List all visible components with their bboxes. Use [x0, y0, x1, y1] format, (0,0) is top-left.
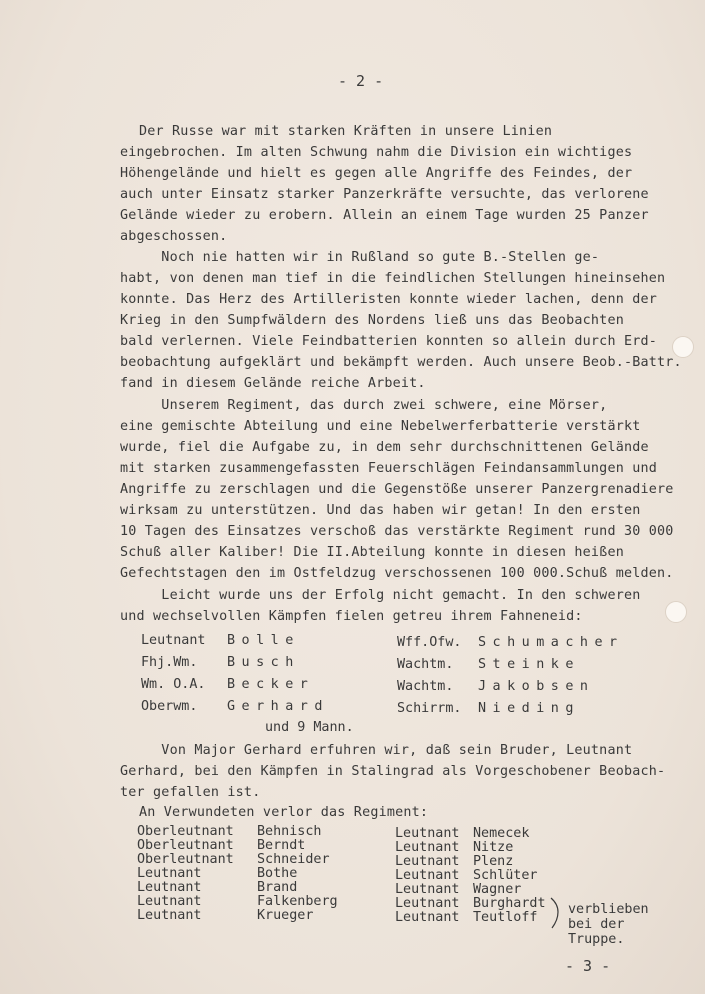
wounded-rank: Leutnant — [395, 854, 460, 869]
fallen-rank: Wachtm. — [397, 657, 454, 672]
text-line: auch unter Einsatz starker Panzerkräfte versuchte, das verlorene — [120, 187, 649, 202]
fallen-name: Steinke — [478, 657, 580, 672]
fallen-rank: Wff.Ofw. — [397, 635, 462, 650]
text-line: bald verlernen. Viele Feindbatterien konnten so allein durch Erd- — [120, 334, 658, 349]
wounded-rank: Oberleutnant — [137, 824, 234, 839]
fallen-name: Becker — [227, 677, 315, 692]
text-line: Gefechtstagen den im Ostfeldzug verschossenen 100 000.Schuß melden. — [120, 566, 674, 581]
text-line: eingebrochen. Im alten Schwung nahm die Division ein wichtiges — [120, 145, 633, 160]
fallen-rank: Fhj.Wm. — [141, 655, 198, 670]
wounded-name: Behnisch — [257, 824, 322, 839]
brace-mark — [549, 896, 561, 930]
wounded-rank: Leutnant — [137, 880, 202, 895]
page-number-top: - 2 - — [338, 72, 384, 90]
text-line: wurde, fiel die Aufgabe zu, in dem sehr durchschnittenen Gelände — [120, 440, 649, 455]
text-line: Gelände wieder zu erobern. Allein an einem Tage wurden 25 Panzer — [120, 208, 649, 223]
text-line: abgeschossen. — [120, 229, 228, 244]
wounded-rank: Oberleutnant — [137, 838, 234, 853]
wounded-name: Bothe — [257, 866, 298, 881]
text-line: ter gefallen ist. — [120, 785, 261, 800]
fallen-name: Bolle — [227, 633, 300, 648]
fallen-rank: Schirrm. — [397, 701, 462, 716]
text-line: habt, von denen man tief in die feindlichen Stellungen hineinsehen — [120, 271, 666, 286]
fallen-name: Schumacher — [478, 635, 624, 650]
fallen-extra: und 9 Mann. — [265, 720, 354, 735]
wounded-name: Plenz — [473, 854, 514, 869]
text-line: beobachtung aufgeklärt und bekämpft werden. Auch unsere Beob.-Battr. — [120, 355, 682, 370]
remained-note-line: verblieben — [568, 902, 649, 917]
text-line: Der Russe war mit starken Kräften in unsere Linien — [139, 124, 553, 139]
wounded-rank: Leutnant — [137, 866, 202, 881]
text-line: 10 Tagen des Einsatzes verschoß das verstärkte Regiment rund 30 000 — [120, 524, 674, 539]
remained-note-line: Truppe. — [568, 932, 625, 947]
fallen-name: Busch — [227, 655, 300, 670]
wounded-rank: Leutnant — [395, 896, 460, 911]
text-line: eine gemischte Abteilung und eine Nebelwerferbatterie verstärkt — [120, 419, 641, 434]
remained-note-line: bei der — [568, 917, 625, 932]
text-line: Von Major Gerhard erfuhren wir, daß sein Bruder, Leutnant — [120, 743, 633, 758]
text-line: Schuß aller Kaliber! Die II.Abteilung konnte in diesen heißen — [120, 545, 624, 560]
wounded-intro: An Verwundeten verlor das Regiment: — [139, 805, 429, 820]
fallen-name: Jakobsen — [478, 679, 595, 694]
punch-hole — [665, 601, 687, 623]
wounded-name: Schlüter — [473, 868, 538, 883]
wounded-name: Burghardt — [473, 896, 546, 911]
text-line: Höhengelände und hielt es gegen alle Angriffe des Feindes, der — [120, 166, 633, 181]
wounded-rank: Oberleutnant — [137, 852, 234, 867]
text-line: Leicht wurde uns der Erfolg nicht gemacht. In den schweren — [120, 588, 641, 603]
text-line: Krieg in den Sumpfwäldern des Nordens ließ uns das Beobachten — [120, 313, 624, 328]
wounded-rank: Leutnant — [395, 882, 460, 897]
wounded-name: Wagner — [473, 882, 522, 897]
wounded-rank: Leutnant — [137, 894, 202, 909]
wounded-name: Falkenberg — [257, 894, 338, 909]
wounded-name: Nemecek — [473, 826, 530, 841]
wounded-name: Berndt — [257, 838, 306, 853]
text-line: und wechselvollen Kämpfen fielen getreu ihrem Fahneneid: — [120, 609, 583, 624]
text-line: Angriffe zu zerschlagen und die Gegenstöße unserer Panzergrenadiere — [120, 482, 674, 497]
wounded-rank: Leutnant — [395, 910, 460, 925]
wounded-rank: Leutnant — [137, 908, 202, 923]
fallen-rank: Wachtm. — [397, 679, 454, 694]
page-number-bottom: - 3 - — [565, 957, 611, 975]
wounded-name: Nitze — [473, 840, 514, 855]
text-line: mit starken zusammengefassten Feuerschlägen Feindansammlungen und — [120, 461, 658, 476]
wounded-rank: Leutnant — [395, 826, 460, 841]
fallen-rank: Oberwm. — [141, 699, 198, 714]
text-line: konnte. Das Herz des Artilleristen konnte wieder lachen, denn der — [120, 292, 658, 307]
wounded-name: Brand — [257, 880, 298, 895]
wounded-name: Krueger — [257, 908, 314, 923]
wounded-rank: Leutnant — [395, 868, 460, 883]
text-line: Noch nie hatten wir in Rußland so gute B.-Stellen ge- — [120, 250, 600, 265]
fallen-name: Gerhard — [227, 699, 329, 714]
text-line: fand in diesem Gelände reiche Arbeit. — [120, 376, 426, 391]
wounded-name: Schneider — [257, 852, 330, 867]
wounded-rank: Leutnant — [395, 840, 460, 855]
fallen-name: Nieding — [478, 701, 580, 716]
text-line: Unserem Regiment, das durch zwei schwere, eine Mörser, — [120, 398, 608, 413]
wounded-name: Teutloff — [473, 910, 538, 925]
fallen-rank: Leutnant — [141, 633, 206, 648]
text-line: wirksam zu unterstützen. Und das haben wir getan! In den ersten — [120, 503, 641, 518]
fallen-rank: Wm. O.A. — [141, 677, 206, 692]
text-line: Gerhard, bei den Kämpfen in Stalingrad als Vorgeschobener Beobach- — [120, 764, 666, 779]
